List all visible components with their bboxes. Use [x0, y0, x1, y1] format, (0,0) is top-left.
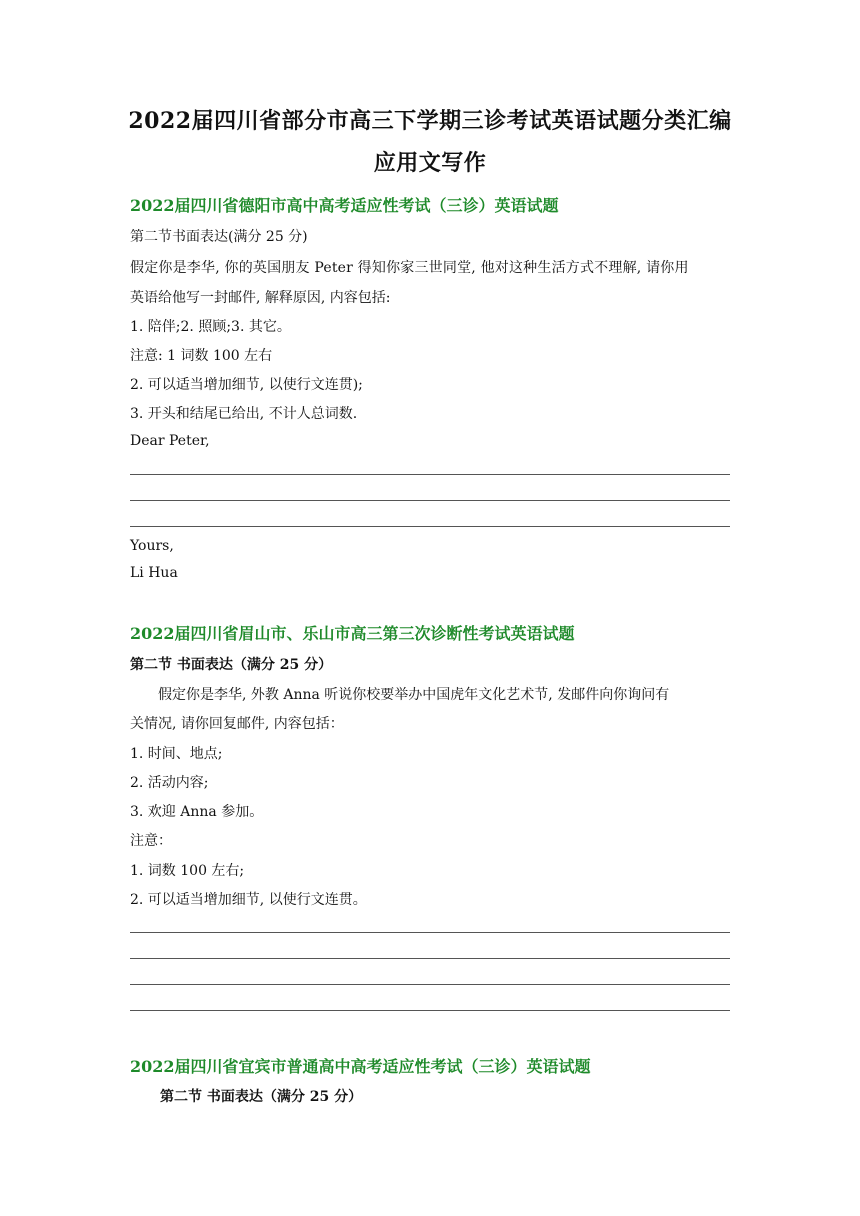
signature: Li Hua	[130, 565, 178, 581]
closing: Yours,	[130, 538, 174, 554]
section1-note1: 注意: 1 词数 100 左右	[130, 348, 273, 364]
section2-note2: 2. 可以适当增加细节, 以使行文连贯。	[130, 892, 367, 908]
section1-subheading: 第二节书面表达(满分 25 分)	[130, 229, 308, 245]
answer-line	[130, 474, 730, 475]
answer-line	[130, 500, 730, 501]
section2-item3: 3. 欢迎 Anna 参加。	[130, 804, 264, 820]
section1-prompt-line1: 假定你是李华, 你的英国朋友 Peter 得知你家三世同堂, 他对这种生活方式不理解, 请你用	[130, 260, 689, 276]
answer-line	[130, 984, 730, 985]
section2-heading: 2022届四川省眉山市、乐山市高三第三次诊断性考试英语试题	[130, 624, 575, 643]
section1-points: 1. 陪伴;2. 照顾;3. 其它。	[130, 319, 291, 335]
answer-line	[130, 526, 730, 527]
section2-item1: 1. 时间、地点;	[130, 746, 223, 762]
salutation: Dear Peter,	[130, 433, 210, 449]
answer-line	[130, 932, 730, 933]
section3-subheading: 第二节 书面表达（满分 25 分）	[160, 1089, 363, 1105]
section2-item2: 2. 活动内容;	[130, 775, 209, 791]
section2-note1: 1. 词数 100 左右;	[130, 863, 245, 879]
answer-line	[130, 958, 730, 959]
section2-note-label: 注意：	[130, 833, 172, 849]
section1-note3: 3. 开头和结尾已给出, 不计人总词数.	[130, 406, 358, 422]
section2-subheading: 第二节 书面表达（满分 25 分）	[130, 657, 333, 673]
section3-heading: 2022届四川省宜宾市普通高中高考适应性考试（三诊）英语试题	[130, 1057, 591, 1076]
answer-line	[130, 1010, 730, 1011]
document-title: 2022届四川省部分市高三下学期三诊考试英语试题分类汇编	[128, 108, 732, 134]
section1-heading: 2022届四川省德阳市高中高考适应性考试（三诊）英语试题	[130, 196, 559, 215]
section2-prompt-line1: 假定你是李华, 外教 Anna 听说你校要举办中国虎年文化艺术节, 发邮件向你询问有	[158, 687, 670, 703]
section1-note2: 2. 可以适当增加细节, 以使行文连贯);	[130, 377, 363, 393]
document-subtitle: 应用文写作	[373, 150, 487, 176]
section1-prompt-line2: 英语给他写一封邮件, 解释原因, 内容包括:	[130, 290, 391, 306]
section2-prompt-line2: 关情况, 请你回复邮件, 内容包括：	[130, 716, 344, 732]
